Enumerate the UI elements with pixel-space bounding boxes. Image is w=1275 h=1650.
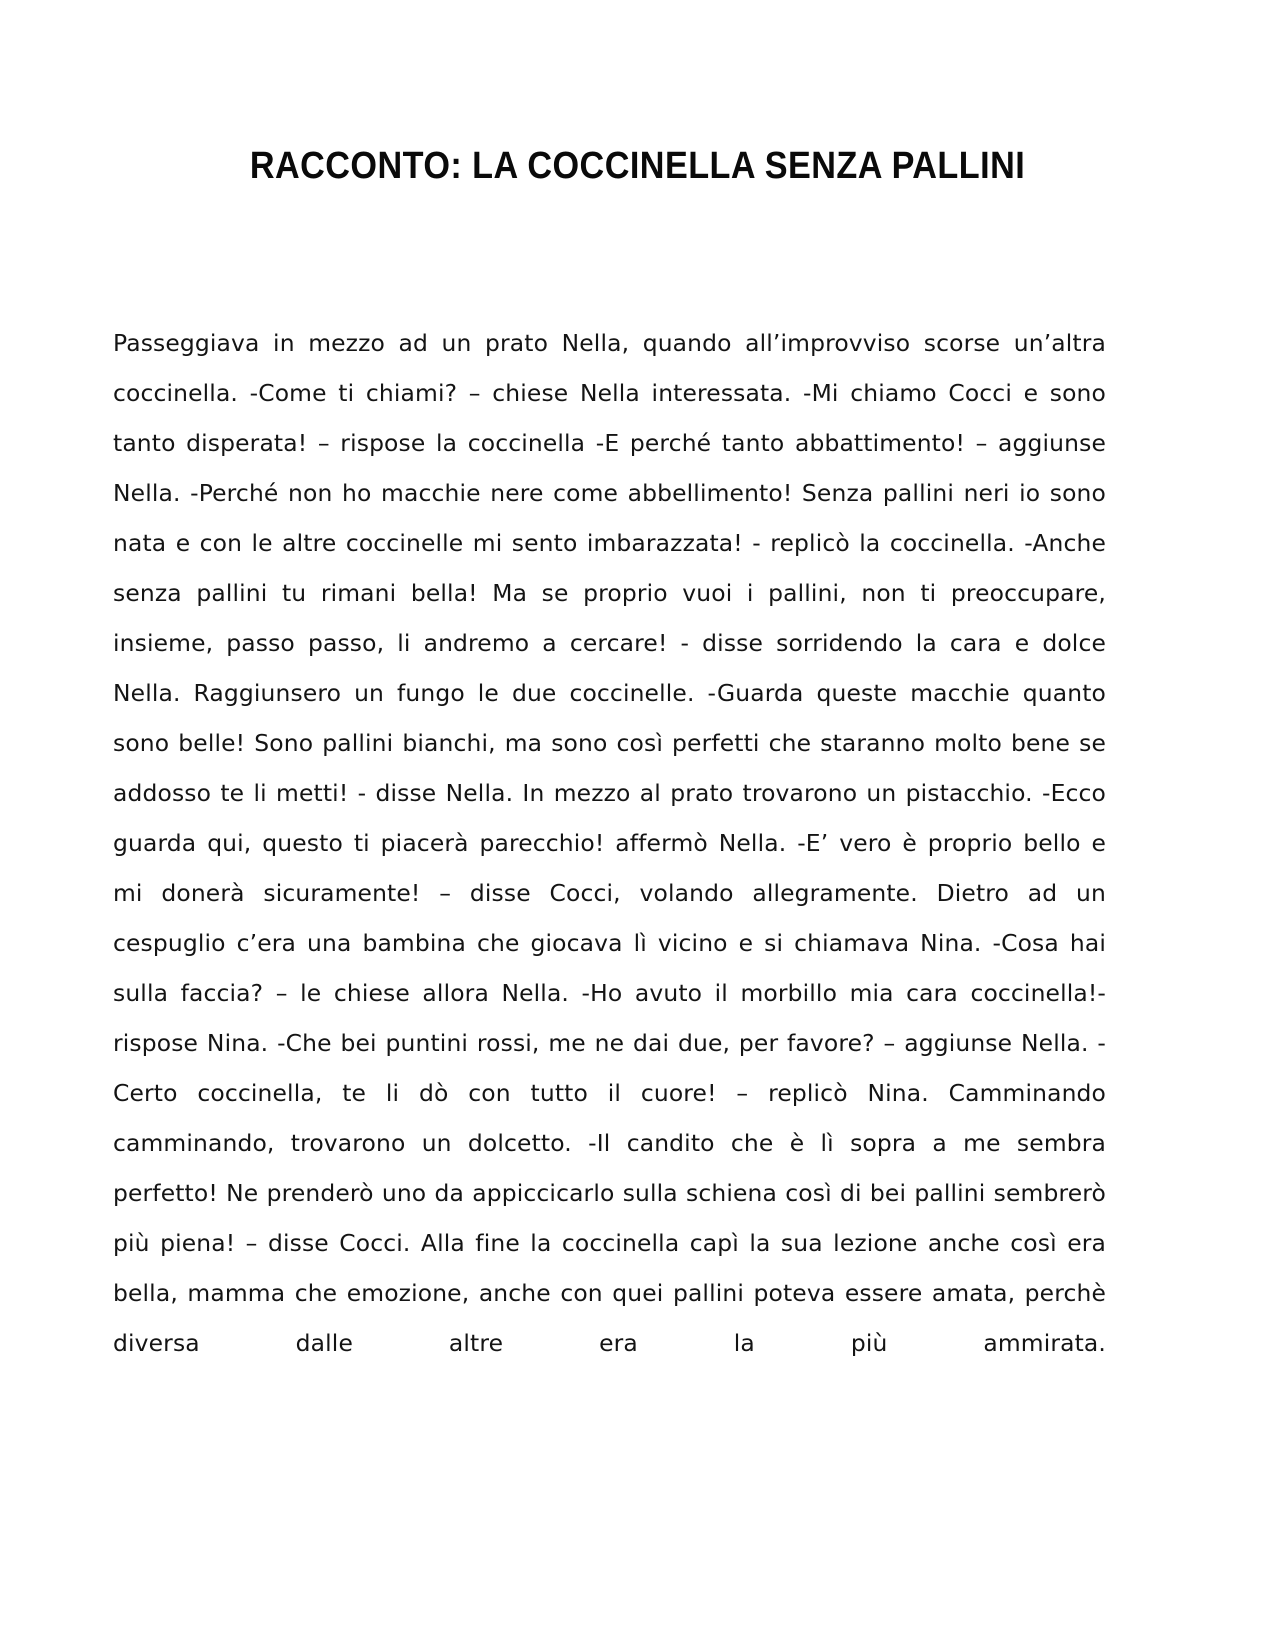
page-title: RACCONTO: LA COCCINELLA SENZA PALLINI: [249, 145, 1026, 188]
story-paragraph: Passeggiava in mezzo ad un prato Nella, quando all’improvviso scorse un’altra coccinella. -Come ti chiami? – chiese Nella interessata. -Mi chiamo Cocci e sono tanto disperata! – rispose la coccinella -E perché tanto abbattimento! – aggiunse Nella. -Perché non ho macchie nere come abbellimento! Senza pallini neri io sono nata e con le altre coccinelle mi sento imbarazzata! - replicò la coccinella. -Anche senza pallini tu rimani bella! Ma se proprio vuoi i pallini, non ti preoccupare, insieme, passo passo, li andremo a cercare! - disse sorridendo la cara e dolce Nella. Raggiunsero un fungo le due coccinelle. -Guarda queste macchie quanto sono belle! Sono pallini bianchi, ma sono così perfetti che staranno molto bene se addosso te li metti! - disse Nella. In mezzo al prato trovarono un pistacchio. -Ecco guarda qui, questo ti piacerà parecchio! affermò Nella. -E’ vero è proprio bello e mi donerà sicuramente! – disse Cocci, volando allegramente. Dietro ad un cespuglio c’era una bambina che giocava lì vicino e si chiamava Nina. -Cosa hai sulla faccia? – le chiese allora Nella. -Ho avuto il morbillo mia cara coccinella!- rispose Nina. -Che bei puntini rossi, me ne dai due, per favore? – aggiunse Nella. -Certo coccinella, te li dò con tutto il cuore! – replicò Nina. Camminando camminando, trovarono un dolcetto. -Il candito che è lì sopra a me sembra perfetto! Ne prenderò uno da appiccicarlo sulla schiena così di bei pallini sembrerò più piena! – disse Cocci. Alla fine la coccinella capì la sua lezione anche così era bella, mamma che emozione, anche con quei pallini poteva essere amata, perchè diversa dalle altre era la più ammirata.: [113, 329, 1106, 1357]
